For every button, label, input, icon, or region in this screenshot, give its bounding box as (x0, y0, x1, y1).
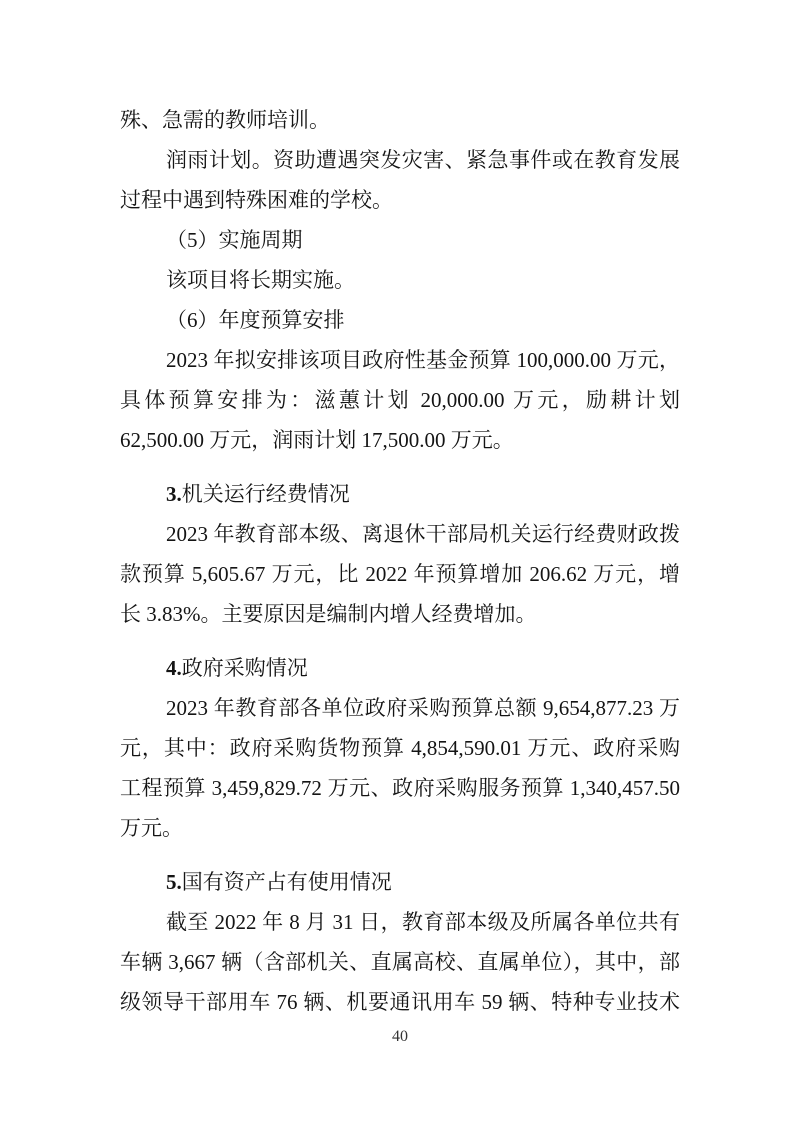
text-line: 该项目将长期实施。 (166, 268, 355, 292)
text-line: 润雨计划。资助遭遇突发灾害、紧急事件或在教育发展 (166, 148, 680, 172)
section-heading (120, 862, 680, 902)
text-line: （5）实施周期 (166, 228, 303, 252)
text-line: 殊、急需的教师培训。 (120, 108, 330, 132)
text-line: 过程中遇到特殊困难的学校。 (120, 188, 393, 212)
text-line: 级领导干部用车 76 辆、机要通讯用车 59 辆、特种专业技术 (120, 990, 680, 1014)
text-line: 工程预算 3,459,829.72 万元、政府采购服务预算 1,340,457.50 (120, 776, 680, 800)
section-title: 国有资产占有使用情况 (181, 870, 392, 894)
section-heading (120, 474, 680, 514)
text-line: 2023 年拟安排该项目政府性基金预算 100,000.00 万元， (166, 348, 680, 372)
page-number: 40 (392, 1028, 408, 1045)
text-line: （6）年度预算安排 (166, 308, 345, 332)
text-line: 具体预算安排为：滋蕙计划 20,000.00 万元，励耕计划 (120, 388, 680, 412)
section-title: 机关运行经费情况 (181, 482, 350, 506)
text-line: 车辆 3,667 辆（含部机关、直属高校、直属单位），其中，部 (120, 950, 680, 974)
text-line: 款预算 5,605.67 万元，比 2022 年预算增加 206.62 万元，增 (120, 562, 680, 586)
text-line: 万元。 (120, 816, 183, 840)
text-line: 2023 年教育部本级、离退休干部局机关运行经费财政拨 (166, 522, 680, 546)
section-number: 3. (166, 482, 182, 506)
text-line: 2023 年教育部各单位政府采购预算总额 9,654,877.23 万 (166, 696, 680, 720)
document-text-block (120, 100, 680, 1022)
text-line: 元，其中：政府采购货物预算 4,854,590.01 万元、政府采购 (120, 736, 680, 760)
section-heading (120, 648, 680, 688)
text-line: 截至 2022 年 8 月 31 日，教育部本级及所属各单位共有 (166, 910, 680, 934)
section-number: 4. (166, 656, 182, 680)
section-number: 5. (166, 870, 182, 894)
section-title: 政府采购情况 (181, 656, 308, 680)
text-line: 长 3.83%。主要原因是编制内增人经费增加。 (120, 602, 537, 626)
text-line: 62,500.00 万元，润雨计划 17,500.00 万元。 (120, 428, 514, 452)
